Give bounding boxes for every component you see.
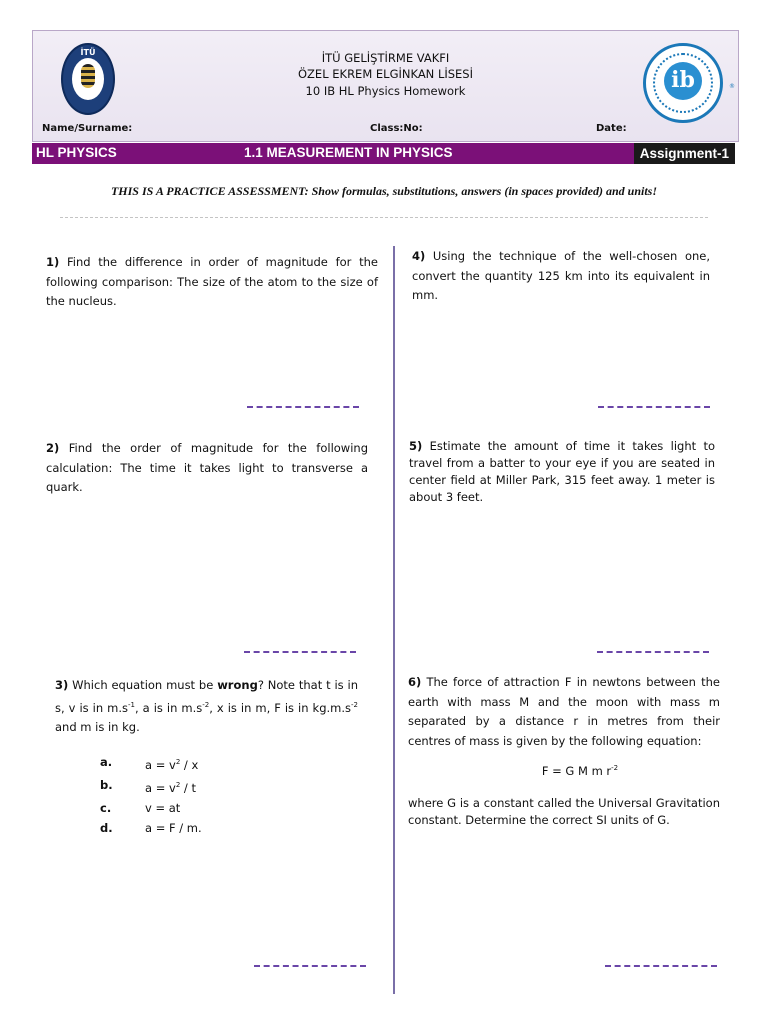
question-number: 5) xyxy=(409,439,423,453)
answer-line-5[interactable] xyxy=(597,651,709,653)
question-text: where G is a constant called the Universal Gravitation constant. Determine the correct SI units of G. xyxy=(408,796,720,827)
superscript: -2 xyxy=(611,764,619,773)
gravitation-formula xyxy=(394,764,766,778)
option-equation xyxy=(145,798,180,818)
equation-text: a = F / m. xyxy=(145,820,202,835)
title-band xyxy=(32,143,735,164)
question-number: 3) xyxy=(55,678,69,692)
equation-text: / x xyxy=(180,757,199,772)
logo-text: İTÜ xyxy=(80,48,96,57)
question-text: Which equation must be xyxy=(72,678,218,692)
option-b[interactable] xyxy=(100,775,202,798)
emphasis-word: wrong xyxy=(217,678,258,692)
answer-line-1[interactable] xyxy=(247,406,359,408)
option-letter: d. xyxy=(100,820,113,835)
ib-logo-mark: ib xyxy=(664,62,702,100)
column-divider xyxy=(393,246,395,994)
question-1 xyxy=(46,253,378,312)
question-text: The force of attraction F in newtons between the earth with mass M and the moon with mass m separated by a distance r in metres from their centres of mass is given by the following equation: xyxy=(408,675,720,748)
subject-label: HL PHYSICS xyxy=(36,145,117,160)
instruction-text: THIS IS A PRACTICE ASSESSMENT: Show formulas, substitutions, answers (in spaces provided) and units! xyxy=(110,184,658,198)
question-number: 1) xyxy=(46,255,60,269)
answer-line-2[interactable] xyxy=(244,651,356,653)
question-text: Find the difference in order of magnitude for the following comparison: The size of the atom to the size of the nucleus. xyxy=(46,255,378,308)
school-name-line1: İTÜ GELİŞTİRME VAKFI xyxy=(321,51,450,65)
answer-line-3[interactable] xyxy=(254,965,366,967)
superscript: -2 xyxy=(202,700,210,709)
question-text: , a is in m.s xyxy=(134,700,203,715)
equation-text: v = at xyxy=(145,800,181,815)
question-5 xyxy=(409,438,715,506)
assignment-label: Assignment-1 xyxy=(634,143,735,164)
question-text: ? Note that t is in s, v is in m.s xyxy=(55,678,359,715)
registered-mark: ® xyxy=(729,83,735,90)
question-text: , x is in m, F is in kg.m.s xyxy=(209,700,351,715)
option-letter: c. xyxy=(100,800,112,815)
question-number: 6) xyxy=(408,675,422,689)
separator-line xyxy=(60,217,708,218)
question-text: and m is in kg. xyxy=(55,719,140,734)
question-number: 2) xyxy=(46,441,60,455)
question-text: Using the technique of the well-chosen one, convert the quantity 125 km into its equivalent in mm. xyxy=(412,249,710,302)
option-c[interactable] xyxy=(100,798,202,818)
answer-line-4[interactable] xyxy=(598,406,710,408)
question-number: 4) xyxy=(412,249,426,263)
question-2 xyxy=(46,439,368,498)
equation-text: / t xyxy=(180,780,196,795)
option-equation xyxy=(145,775,196,798)
homework-title: 10 IB HL Physics Homework xyxy=(305,84,466,98)
equation-text: a = v xyxy=(145,757,176,772)
topic-label: 1.1 MEASUREMENT IN PHYSICS xyxy=(244,145,453,160)
class-no-label: Class:No: xyxy=(370,123,423,134)
option-equation xyxy=(145,818,202,838)
ib-logo xyxy=(643,43,723,123)
formula-text: F = G M m r xyxy=(541,764,612,778)
equation-text: a = v xyxy=(145,780,176,795)
superscript: 2 xyxy=(175,758,181,766)
document-header xyxy=(32,30,739,142)
question-text: Find the order of magnitude for the following calculation: The time it takes light to transverse a quark. xyxy=(46,441,368,494)
option-equation xyxy=(145,752,198,775)
question-4 xyxy=(412,247,710,306)
option-letter: b. xyxy=(100,777,113,792)
name-surname-label: Name/Surname: xyxy=(42,123,133,134)
answer-options xyxy=(100,752,202,838)
superscript: -2 xyxy=(351,700,358,709)
option-a[interactable] xyxy=(100,752,202,775)
option-letter: a. xyxy=(100,755,113,769)
superscript: -1 xyxy=(128,700,135,709)
question-text: Estimate the amount of time it takes light to travel from a batter to your eye if you are seated in center field at Miller Park, 315 feet away. 1 meter is about 3 feet. xyxy=(409,439,715,504)
superscript: 2 xyxy=(175,780,181,789)
answer-line-6[interactable] xyxy=(605,965,717,967)
question-3 xyxy=(55,676,358,737)
school-name-line2: ÖZEL EKREM ELGİNKAN LİSESİ xyxy=(298,67,473,81)
question-6 xyxy=(408,673,720,751)
option-d[interactable] xyxy=(100,818,202,838)
question-6-continued xyxy=(408,795,720,829)
date-label: Date: xyxy=(596,123,627,134)
